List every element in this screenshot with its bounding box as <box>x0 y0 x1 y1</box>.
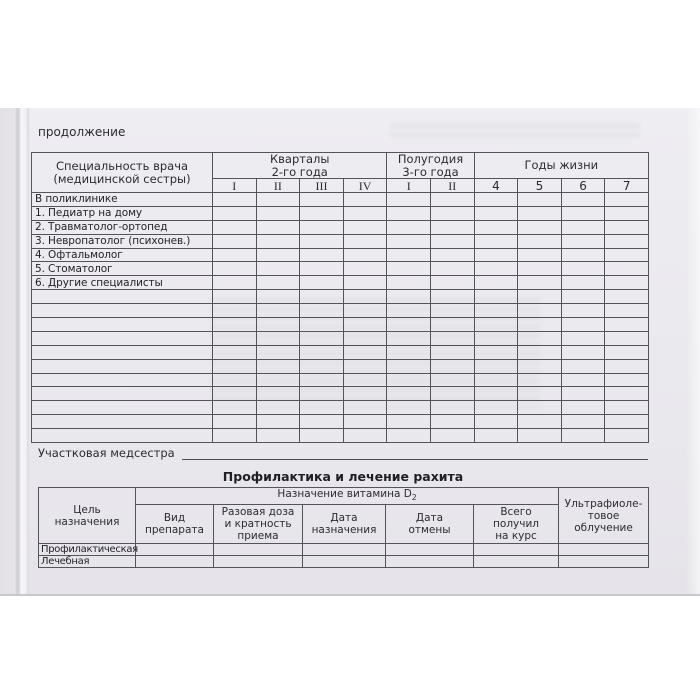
visits-grid-cell <box>387 429 431 443</box>
visits-grid-cell <box>343 345 387 359</box>
rickets-row-label: Лечебная <box>39 556 136 568</box>
visits-grid-cell <box>561 248 605 262</box>
visits-grid-cell <box>605 415 649 429</box>
visits-row-label <box>32 359 213 373</box>
visits-grid-cell <box>431 290 475 304</box>
visits-grid-cell <box>256 234 300 248</box>
visits-grid-cell <box>518 206 562 220</box>
visits-grid-cell <box>605 387 649 401</box>
visits-grid-cell <box>343 193 387 207</box>
visits-grid-cell <box>256 304 300 318</box>
visits-grid-cell <box>518 220 562 234</box>
visits-grid-cell <box>561 359 605 373</box>
specialist-visits-table <box>31 152 649 443</box>
visits-grid-cell <box>561 318 605 332</box>
visits-grid-cell <box>256 373 300 387</box>
visits-grid-cell <box>431 193 475 207</box>
visits-grid-cell <box>605 290 649 304</box>
visits-grid-cell <box>343 262 387 276</box>
visits-grid-cell <box>561 290 605 304</box>
visits-row-label <box>32 304 213 318</box>
visits-row <box>32 234 649 248</box>
visits-grid-cell <box>343 206 387 220</box>
visits-grid-cell <box>431 415 475 429</box>
visits-grid-cell <box>561 262 605 276</box>
visits-grid-cell <box>431 206 475 220</box>
visits-grid-cell <box>387 345 431 359</box>
visits-row-label <box>32 318 213 332</box>
visits-grid-cell <box>518 331 562 345</box>
visits-grid-cell <box>343 401 387 415</box>
visits-row-label <box>32 415 213 429</box>
visits-row-label <box>32 387 213 401</box>
visits-row <box>32 401 649 415</box>
visits-grid-cell <box>213 220 257 234</box>
visits-grid-cell <box>605 401 649 415</box>
visits-grid-cell <box>213 193 257 207</box>
year-col-label: 6 <box>561 179 605 193</box>
visits-grid-cell <box>256 331 300 345</box>
visits-grid-cell <box>256 276 300 290</box>
visits-grid-cell <box>256 359 300 373</box>
rickets-row-label: Профилактическая <box>39 544 136 556</box>
rickets-col-date-assigned-header: Дата назначения <box>303 505 386 544</box>
visits-grid-cell <box>387 262 431 276</box>
visits-row <box>32 429 649 443</box>
halfyear-col-label: I <box>387 179 431 193</box>
visits-grid-cell <box>213 276 257 290</box>
rickets-col-total-header: Всего получил на курс <box>474 505 559 544</box>
rickets-grid-cell <box>214 556 303 568</box>
visits-grid-cell <box>518 359 562 373</box>
visits-grid-cell <box>518 276 562 290</box>
visits-grid-cell <box>300 401 344 415</box>
visits-grid-cell <box>431 304 475 318</box>
visits-row-label <box>32 401 213 415</box>
visits-grid-cell <box>343 415 387 429</box>
visits-grid-cell <box>343 359 387 373</box>
visits-grid-cell <box>256 290 300 304</box>
visits-grid-cell <box>431 262 475 276</box>
visits-grid-cell <box>605 262 649 276</box>
visits-row-label: 2. Травматолог-ортопед <box>32 220 213 234</box>
visits-grid-cell <box>605 345 649 359</box>
rickets-grid-cell <box>136 556 214 568</box>
vitamin-d-subscript: 2 <box>411 493 417 503</box>
visits-row <box>32 331 649 345</box>
visits-grid-cell <box>343 290 387 304</box>
visits-grid-cell <box>213 401 257 415</box>
visits-grid-cell <box>343 373 387 387</box>
visits-grid-cell <box>561 206 605 220</box>
visits-grid-cell <box>387 373 431 387</box>
rickets-grid-cell <box>386 556 474 568</box>
rickets-row-prophylactic <box>39 544 649 556</box>
visits-grid-cell <box>474 318 518 332</box>
visits-col-specialty-header: Специальность врача (медицинской сестры) <box>32 153 213 193</box>
visits-grid-cell <box>387 415 431 429</box>
visits-grid-cell <box>474 331 518 345</box>
visits-row-label: 4. Офтальмолог <box>32 248 213 262</box>
visits-grid-cell <box>561 387 605 401</box>
visits-row <box>32 193 649 207</box>
visits-grid-cell <box>213 248 257 262</box>
show-through-smudge <box>390 124 640 138</box>
visits-grid-cell <box>387 220 431 234</box>
visits-group-halfyears-header: Полугодия 3-го года <box>387 153 474 179</box>
visits-grid-cell <box>518 318 562 332</box>
visits-grid-cell <box>387 401 431 415</box>
visits-grid-cell <box>605 318 649 332</box>
visits-grid-cell <box>343 220 387 234</box>
visits-grid-cell <box>605 193 649 207</box>
visits-row-label: 3. Невропатолог (психонев.) <box>32 234 213 248</box>
visits-row <box>32 318 649 332</box>
visits-grid-cell <box>300 429 344 443</box>
visits-row-label <box>32 373 213 387</box>
visits-grid-cell <box>605 429 649 443</box>
visits-grid-cell <box>300 318 344 332</box>
visits-grid-cell <box>387 193 431 207</box>
visits-grid-cell <box>518 290 562 304</box>
visits-grid-cell <box>605 373 649 387</box>
rickets-grid-cell <box>559 556 649 568</box>
visits-grid-cell <box>256 193 300 207</box>
visits-grid-cell <box>256 206 300 220</box>
visits-grid-cell <box>300 345 344 359</box>
visits-grid-cell <box>300 304 344 318</box>
visits-grid-cell <box>256 220 300 234</box>
visits-grid-cell <box>561 193 605 207</box>
visits-grid-cell <box>300 359 344 373</box>
visits-grid-cell <box>431 387 475 401</box>
visits-grid-cell <box>561 220 605 234</box>
page-spine-edge <box>0 108 30 594</box>
visits-header-row-groups <box>32 153 649 179</box>
year-col-label: 4 <box>474 179 518 193</box>
visits-grid-cell <box>474 415 518 429</box>
rickets-col-date-cancelled-header: Дата отмены <box>386 505 474 544</box>
visits-grid-cell <box>256 318 300 332</box>
visits-grid-cell <box>561 345 605 359</box>
visits-grid-cell <box>605 276 649 290</box>
visits-grid-cell <box>343 331 387 345</box>
visits-grid-cell <box>518 429 562 443</box>
visits-grid-cell <box>518 401 562 415</box>
visits-grid-cell <box>387 248 431 262</box>
visits-grid-cell <box>474 373 518 387</box>
visits-grid-cell <box>343 318 387 332</box>
quarter-col-label: I <box>213 179 257 193</box>
visits-grid-cell <box>256 262 300 276</box>
visits-group-quarters-header: Кварталы 2-го года <box>213 153 387 179</box>
visits-grid-cell <box>431 220 475 234</box>
visits-grid-cell <box>474 429 518 443</box>
visits-grid-cell <box>431 234 475 248</box>
visits-row <box>32 373 649 387</box>
visits-grid-cell <box>518 304 562 318</box>
visits-grid-cell <box>474 220 518 234</box>
visits-row <box>32 248 649 262</box>
vitamin-d-label: Назначение витамина D <box>277 488 412 500</box>
visits-row-label: В поликлинике <box>32 193 213 207</box>
visits-grid-cell <box>431 401 475 415</box>
visits-grid-cell <box>300 415 344 429</box>
visits-grid-cell <box>561 401 605 415</box>
visits-grid-cell <box>256 401 300 415</box>
visits-grid-cell <box>605 248 649 262</box>
visits-grid-cell <box>300 234 344 248</box>
visits-grid-cell <box>213 373 257 387</box>
year-col-label: 7 <box>605 179 649 193</box>
visits-grid-cell <box>256 429 300 443</box>
visits-row-label <box>32 429 213 443</box>
visits-grid-cell <box>387 318 431 332</box>
visits-grid-cell <box>561 331 605 345</box>
visits-row <box>32 345 649 359</box>
visits-row <box>32 290 649 304</box>
visits-row-label: 5. Стоматолог <box>32 262 213 276</box>
visits-grid-cell <box>387 290 431 304</box>
visits-grid-cell <box>474 345 518 359</box>
visits-grid-cell <box>431 429 475 443</box>
visits-grid-cell <box>518 262 562 276</box>
district-nurse-line <box>38 444 648 460</box>
visits-grid-cell <box>343 429 387 443</box>
rickets-row-therapeutic <box>39 556 649 568</box>
rickets-grid-cell <box>136 544 214 556</box>
rickets-grid-cell <box>474 544 559 556</box>
visits-row-label <box>32 331 213 345</box>
visits-grid-cell <box>256 387 300 401</box>
visits-grid-cell <box>213 262 257 276</box>
visits-grid-cell <box>431 331 475 345</box>
visits-grid-cell <box>300 262 344 276</box>
visits-grid-cell <box>213 304 257 318</box>
signature-line <box>182 446 648 460</box>
visits-grid-cell <box>387 304 431 318</box>
continuation-label: продолжение <box>38 125 126 139</box>
visits-group-years-header: Годы жизни <box>474 153 648 179</box>
rickets-grid-cell <box>214 544 303 556</box>
visits-grid-cell <box>343 304 387 318</box>
visits-grid-cell <box>256 248 300 262</box>
halfyear-col-label: II <box>431 179 475 193</box>
rickets-table <box>38 487 649 568</box>
visits-grid-cell <box>300 193 344 207</box>
visits-grid-cell <box>387 387 431 401</box>
rickets-vitamin-group-header <box>136 488 559 505</box>
visits-row <box>32 359 649 373</box>
visits-row <box>32 262 649 276</box>
visits-grid-cell <box>431 359 475 373</box>
visits-grid-cell <box>300 220 344 234</box>
visits-grid-cell <box>605 220 649 234</box>
rickets-grid-cell <box>559 544 649 556</box>
visits-grid-cell <box>474 359 518 373</box>
visits-grid-cell <box>431 318 475 332</box>
visits-grid-cell <box>431 248 475 262</box>
visits-grid-cell <box>300 290 344 304</box>
visits-grid-cell <box>213 359 257 373</box>
visits-grid-cell <box>300 206 344 220</box>
rickets-header-row-vitamin <box>39 488 649 505</box>
visits-grid-cell <box>300 373 344 387</box>
visits-grid-cell <box>431 276 475 290</box>
visits-grid-cell <box>213 387 257 401</box>
visits-grid-cell <box>518 345 562 359</box>
visits-grid-cell <box>518 415 562 429</box>
rickets-grid-cell <box>303 556 386 568</box>
quarter-col-label: II <box>256 179 300 193</box>
rickets-col-goal-header: Цель назначения <box>39 488 136 544</box>
visits-grid-cell <box>387 359 431 373</box>
district-nurse-label: Участковая медсестра <box>38 446 175 460</box>
visits-grid-cell <box>605 304 649 318</box>
visits-row <box>32 387 649 401</box>
visits-row-label: 6. Другие специалисты <box>32 276 213 290</box>
visits-grid-cell <box>213 429 257 443</box>
rickets-section-title: Профилактика и лечение рахита <box>222 469 464 484</box>
rickets-grid-cell <box>303 544 386 556</box>
visits-grid-cell <box>474 248 518 262</box>
quarter-col-label: III <box>300 179 344 193</box>
visits-grid-cell <box>474 193 518 207</box>
visits-grid-cell <box>518 248 562 262</box>
visits-grid-cell <box>256 345 300 359</box>
document-photo <box>0 108 700 596</box>
visits-grid-cell <box>213 331 257 345</box>
visits-grid-cell <box>561 415 605 429</box>
visits-grid-cell <box>300 331 344 345</box>
rickets-col-drug-header: Вид препарата <box>136 505 214 544</box>
visits-grid-cell <box>474 206 518 220</box>
visits-grid-cell <box>474 304 518 318</box>
visits-grid-cell <box>561 304 605 318</box>
visits-grid-cell <box>343 248 387 262</box>
rickets-grid-cell <box>474 556 559 568</box>
visits-grid-cell <box>431 373 475 387</box>
visits-grid-cell <box>343 387 387 401</box>
rickets-col-dose-header: Разовая доза и кратность приема <box>214 505 303 544</box>
visits-grid-cell <box>605 206 649 220</box>
visits-row <box>32 206 649 220</box>
visits-grid-cell <box>518 234 562 248</box>
visits-row <box>32 304 649 318</box>
visits-grid-cell <box>431 345 475 359</box>
visits-grid-cell <box>474 401 518 415</box>
visits-grid-cell <box>474 290 518 304</box>
visits-grid-cell <box>561 373 605 387</box>
visits-grid-cell <box>213 415 257 429</box>
visits-row-label <box>32 345 213 359</box>
year-col-label: 5 <box>518 179 562 193</box>
visits-grid-cell <box>605 234 649 248</box>
visits-grid-cell <box>474 234 518 248</box>
visits-grid-cell <box>300 248 344 262</box>
visits-row-label: 1. Педиатр на дому <box>32 206 213 220</box>
visits-grid-cell <box>343 276 387 290</box>
rickets-col-uv-header: Ультрафиоле- товое облучение <box>559 488 649 544</box>
visits-grid-cell <box>213 345 257 359</box>
visits-grid-cell <box>518 193 562 207</box>
visits-grid-cell <box>343 234 387 248</box>
visits-grid-cell <box>213 206 257 220</box>
visits-grid-cell <box>387 276 431 290</box>
visits-grid-cell <box>474 262 518 276</box>
visits-grid-cell <box>474 387 518 401</box>
visits-grid-cell <box>561 429 605 443</box>
quarter-col-label: IV <box>343 179 387 193</box>
visits-row-label <box>32 290 213 304</box>
visits-grid-cell <box>387 234 431 248</box>
visits-grid-cell <box>474 276 518 290</box>
visits-grid-cell <box>387 206 431 220</box>
rickets-grid-cell <box>386 544 474 556</box>
visits-row <box>32 415 649 429</box>
visits-grid-cell <box>605 359 649 373</box>
visits-grid-cell <box>300 387 344 401</box>
visits-row <box>32 276 649 290</box>
visits-grid-cell <box>518 373 562 387</box>
visits-grid-cell <box>213 318 257 332</box>
visits-grid-cell <box>561 276 605 290</box>
visits-row <box>32 220 649 234</box>
visits-grid-cell <box>213 234 257 248</box>
visits-grid-cell <box>518 387 562 401</box>
visits-grid-cell <box>605 331 649 345</box>
visits-grid-cell <box>256 415 300 429</box>
visits-grid-cell <box>561 234 605 248</box>
visits-grid-cell <box>300 276 344 290</box>
visits-grid-cell <box>387 331 431 345</box>
visits-grid-cell <box>213 290 257 304</box>
